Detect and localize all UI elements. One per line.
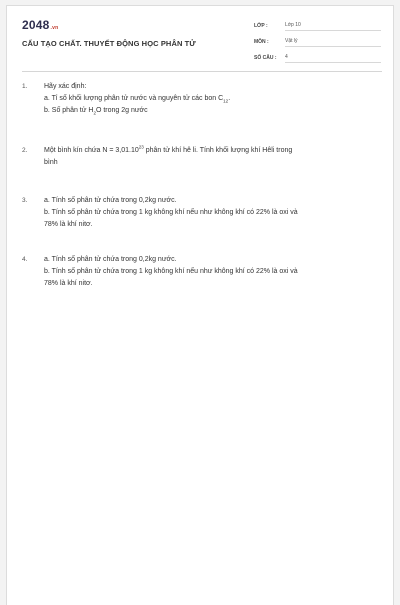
site-logo[interactable] (22, 18, 58, 32)
question-count-value: 4 (285, 54, 381, 63)
question-number: 1. (22, 83, 28, 90)
question-text: Một bình kín chứa $N = 3,01.10^{23}$ phân tử khí hê li. Tính khối lượng khí Hêli trong (44, 144, 293, 154)
question-part-b-cont: 78% là khí nitơ. (44, 221, 93, 228)
question-intro: Hãy xác định: (44, 83, 87, 90)
question-2 (22, 145, 382, 169)
worksheet-page (6, 5, 394, 605)
page-title: CẤU TẠO CHẤT. THUYẾT ĐỘNG HỌC PHÂN TỬ (22, 39, 196, 48)
question-text-cont: bình (44, 159, 58, 166)
subject-label: MÔN : (254, 39, 269, 45)
question-part-a: a. Tính số phân tử chứa trong 0,2kg nước. (44, 256, 177, 263)
question-part-a: a. Tính số phân tử chứa trong 0,2kg nước. (44, 197, 177, 204)
grade-label: LỚP : (254, 23, 268, 29)
subject-value: Vật lý (285, 38, 381, 47)
question-count-label: SỐ CÂU : (254, 55, 277, 61)
question-number: 4. (22, 256, 28, 263)
grade-value: Lớp 10 (285, 22, 381, 31)
question-1 (22, 81, 382, 117)
logo-suffix: .vn (50, 25, 59, 31)
question-4 (22, 254, 382, 290)
question-part-a: a. Tỉ số khối lượng phân tử nước và nguyên tử các bon $C_{12}$. (44, 95, 231, 104)
header-divider (22, 71, 382, 72)
question-number: 2. (22, 147, 28, 154)
question-part-b: b. Tính số phân tử chứa trong 1 kg không khí nếu như không khí có 22% là oxi và (44, 209, 298, 216)
question-part-b: b. Tính số phân tử chứa trong 1 kg không khí nếu như không khí có 22% là oxi và (44, 268, 298, 275)
question-number: 3. (22, 197, 28, 204)
question-part-b-cont: 78% là khí nitơ. (44, 280, 93, 287)
logo-text: 2048 (22, 18, 50, 32)
question-3 (22, 195, 382, 231)
question-part-b: b. Số phân tử $H_2O$ trong 2g nước (44, 107, 148, 116)
